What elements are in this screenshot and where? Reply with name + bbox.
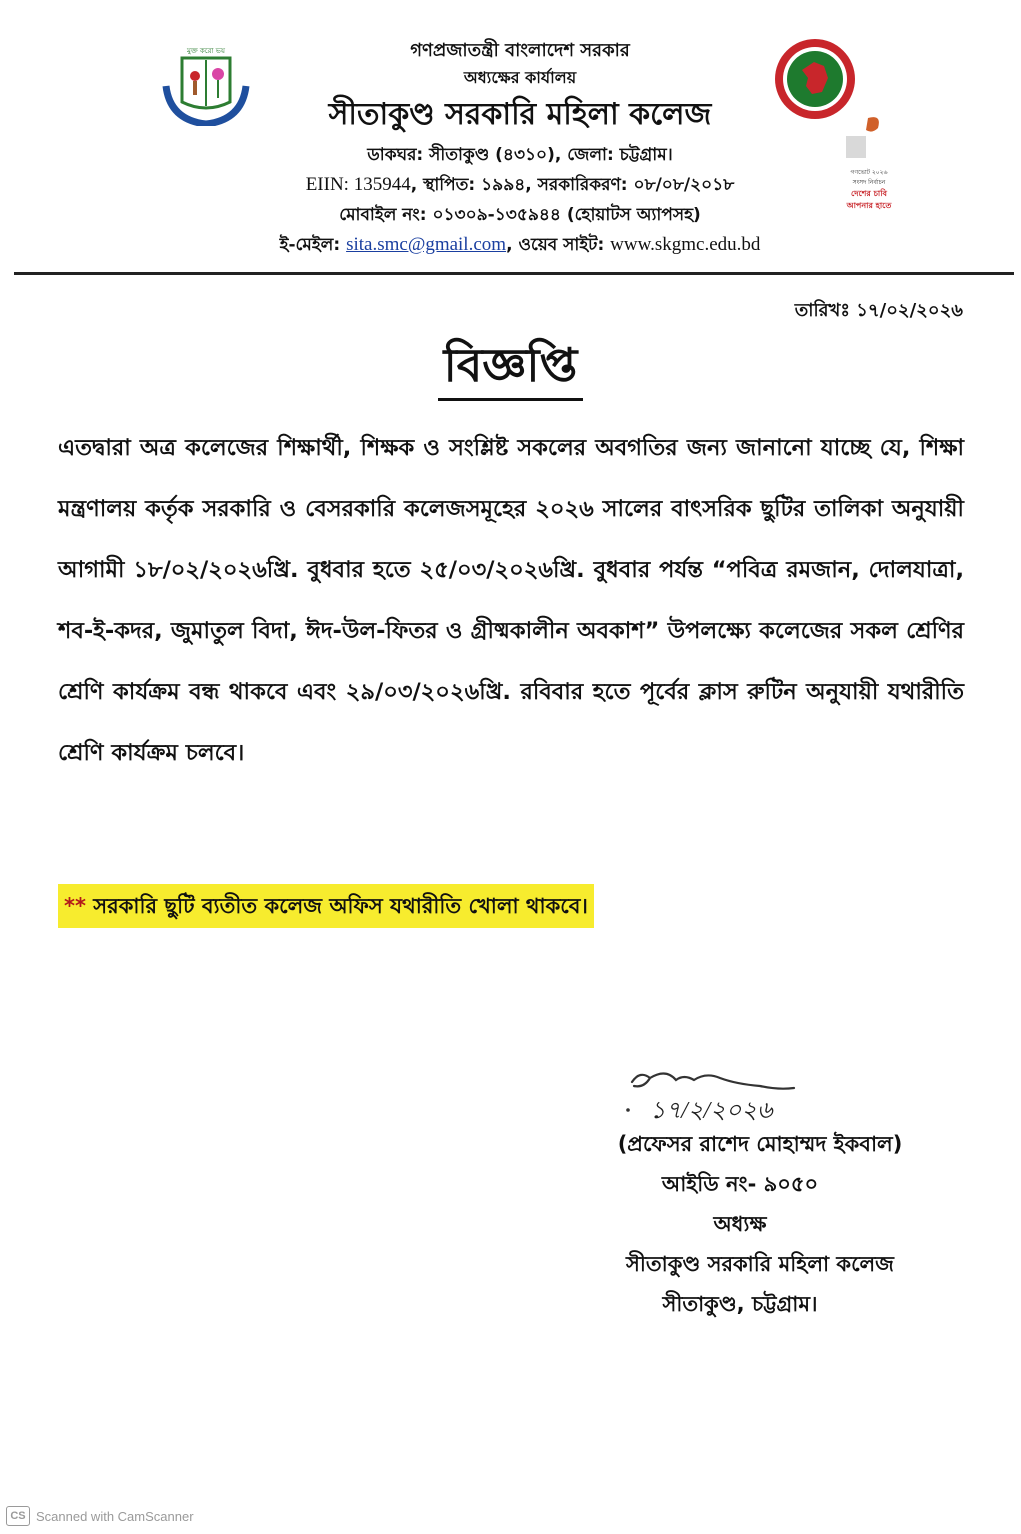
establishment-info: , স্থাপিত: ১৯৯৪, সরকারিকরণ: ০৮/০৮/২০১৮ (410, 175, 735, 195)
signatory-block (540, 1124, 980, 1324)
eiin-number: EIIN: 135944 (305, 174, 411, 195)
mobile-number: মোবাইল নং: ০১৩০৯-১৩৫৯৪৪ (হোয়াটস অ্যাপসহ) (339, 205, 701, 225)
notice-body: এতদ্বারা অত্র কলেজের শিক্ষার্থী, শিক্ষক ও সংশ্লিষ্ট সকলের অবগতির জন্য জানানো যাচ্ছে যে, শিক্ষা মন্ত্রণালয় কর্তৃক সরকারি ও বেসরকারি কলেজসমূহের ২০২৬ সালের বাৎসরিক ছুটির তালিকা অনুযায়ী আগামী ১৮/০২/২০২৬খ্রি. বুধবার হতে ২৫/০৩/২০২৬খ্রি. বুধবার পর্যন্ত “পবিত্র রমজান, দোলযাত্রা, শব-ই-কদর, জুমাতুল বিদা, ঈদ-উল-ফিতর ও গ্রীষ্মকালীন অবকাশ” উপলক্ষ্যে কলেজের সকল শ্রেণির শ্রেণি কার্যক্রম বন্ধ থাকবে এবং ২৯/০৩/২০২৬খ্রি. রবিবার হতে পূর্বের ক্লাস রুটিন অনুযায়ী যথারীতি শ্রেণি কার্যক্রম চলবে। (58, 435, 964, 766)
highlighted-note (58, 884, 594, 928)
note-text: সরকারি ছুটি ব্যতীত কলেজ অফিস যথারীতি খোলা থাকবে। (85, 894, 588, 918)
logo-motto: মুক্ত করো ভয় (186, 47, 226, 55)
election-text-2: সংসদ নির্বাচন (852, 179, 886, 186)
college-logo-icon (160, 40, 252, 126)
office-title: অধ্যক্ষের কার্যালয় (463, 68, 577, 87)
election-campaign-icon (838, 112, 900, 222)
eiin-line (240, 170, 800, 200)
signatory-name: (প্রফেসর রাশেদ মোহাম্মদ ইকবাল) (617, 1132, 903, 1156)
website-link[interactable]: www.skgmc.edu.bd (610, 234, 761, 255)
contact-line (240, 230, 800, 260)
note-asterisks: ** (64, 894, 86, 918)
email-link[interactable]: sita.smc@gmail.com (346, 234, 507, 255)
election-text-4: আপনার হাতে (846, 201, 892, 210)
college-name: সীতাকুণ্ড সরকারি মহিলা কলেজ (328, 97, 712, 132)
letterhead (240, 36, 800, 260)
camscanner-icon: CS (6, 1506, 30, 1526)
notice-title-wrap (0, 334, 1021, 401)
election-text-1: গণভোট ২০২৬ (850, 169, 888, 176)
notice-title: বিজ্ঞপ্তি (438, 334, 584, 401)
scanner-watermark (6, 1506, 194, 1526)
election-text-3: দেশের চাবি (851, 189, 887, 198)
signature-date: ১৭/২/২০২৬ (650, 1098, 773, 1124)
signatory-id: আইডি নং- ৯০৫০ (661, 1172, 819, 1196)
header-divider (14, 272, 1014, 275)
signatory-location: সীতাকুণ্ড, চট্টগ্রাম। (662, 1292, 818, 1316)
signatory-college: সীতাকুণ্ড সরকারি মহিলা কলেজ (626, 1252, 894, 1276)
signatory-designation: অধ্যক্ষ (713, 1212, 767, 1236)
scanner-text: Scanned with CamScanner (36, 1508, 194, 1524)
postal-address: ডাকঘর: সীতাকুণ্ড (৪৩১০), জেলা: চট্টগ্রাম। (367, 145, 673, 165)
website-label: , ওয়েব সাইট: (506, 235, 611, 255)
notice-date: তারিখঃ ১৭/০২/২০২৬ (794, 300, 963, 321)
email-label: ই-মেইল: (279, 235, 347, 255)
government-title: গণপ্রজাতন্ত্রী বাংলাদেশ সরকার (410, 40, 630, 61)
